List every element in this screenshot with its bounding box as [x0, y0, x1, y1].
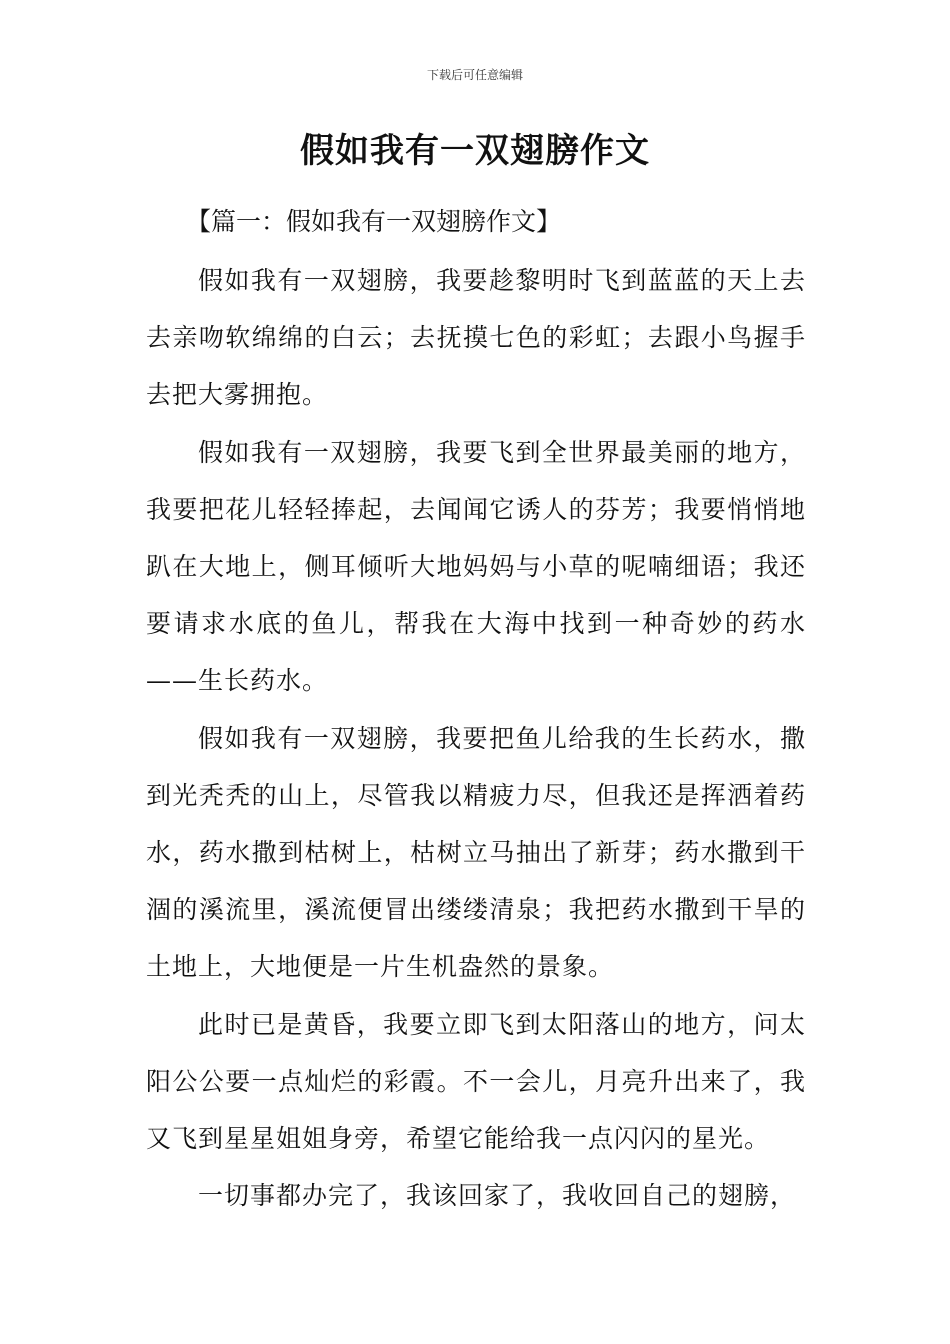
document-body: [146, 252, 806, 1224]
section-heading: 【篇一：假如我有一双翅膀作文】: [186, 207, 562, 236]
paragraph-1: 假如我有一双翅膀，我要趁黎明时飞到蓝蓝的天上去去亲吻软绵绵的白云；去抚摸七色的彩虹；去跟小鸟握手去把大雾拥抱。: [146, 266, 806, 410]
paragraph-4: 此时已是黄昏，我要立即飞到太阳落山的地方，问太阳公公要一点灿烂的彩霞。不一会儿，月亮升出来了，我又飞到星星姐姐身旁，希望它能给我一点闪闪的星光。: [146, 1009, 806, 1154]
paragraph-5: 一切事都办完了，我该回家了，我收回自己的翅膀，: [198, 1181, 797, 1211]
paragraph-3: 假如我有一双翅膀，我要把鱼儿给我的生长药水，撒到光秃秃的山上，尽管我以精疲力尽，但我还是挥洒着药水，药水撒到枯树上，枯树立马抽出了新芽；药水撒到干涸的溪流里，溪流便冒出缕缕清泉；我把药水撒到干旱的土地上，大地便是一片生机盎然的景象。: [146, 723, 806, 982]
paragraph-2: 假如我有一双翅膀，我要飞到全世界最美丽的地方，我要把花儿轻轻捧起，去闻闻它诱人的芬芳；我要悄悄地趴在大地上，侧耳倾听大地妈妈与小草的呢喃细语；我还要请求水底的鱼儿，帮我在大海中找到一种奇妙的药水——生长药水。: [146, 437, 806, 696]
page-title: 假如我有一双翅膀作文: [300, 131, 650, 171]
header-note: 下载后可任意编辑: [426, 68, 523, 82]
